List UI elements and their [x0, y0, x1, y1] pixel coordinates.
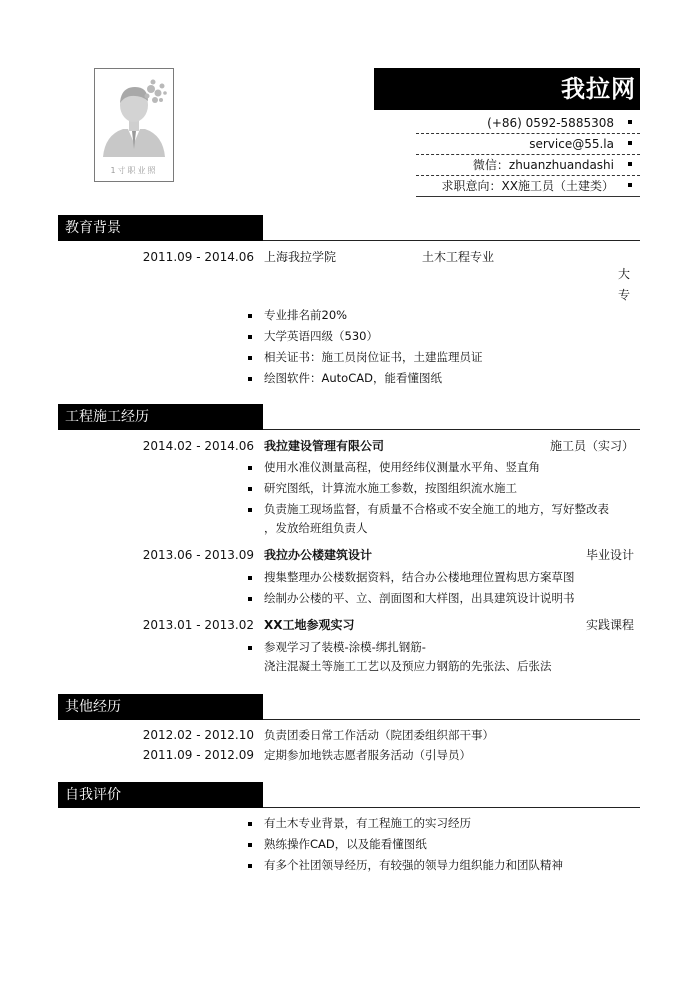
list-item-continuation: ，发放给班组负责人: [264, 521, 368, 535]
list-item: 使用水准仪测量高程，使用经纬仪测量水平角、竖直角: [264, 460, 540, 474]
square-bullet-icon: [248, 508, 252, 512]
section-divider: [263, 240, 640, 241]
experience-role: 实践课程: [585, 618, 634, 632]
list-item: 绘图软件：AutoCAD，能看懂图纸: [264, 371, 442, 385]
education-school: 上海我拉学院: [264, 250, 337, 264]
education-date: 2011.09 - 2014.06: [142, 250, 254, 264]
experience-date: 2014.02 - 2014.06: [142, 439, 254, 453]
square-bullet-icon: [248, 576, 252, 580]
experience-date: 2013.06 - 2013.09: [142, 548, 254, 562]
other-date: 2012.02 - 2012.10: [142, 728, 254, 742]
list-item: 负责施工现场监督，有质量不合格或不安全施工的地方，写好整改表: [264, 502, 609, 516]
section-title: 其他经历: [65, 699, 121, 715]
contact-wechat: [416, 155, 640, 176]
square-bullet-icon: [248, 864, 252, 868]
other-item: 定期参加地铁志愿者服务活动（引导员）: [264, 748, 471, 762]
square-bullet-icon: [628, 162, 632, 166]
other-item: 负责团委日常工作活动（院团委组织部干事）: [264, 728, 494, 742]
experience-role: 毕业设计: [585, 548, 634, 562]
section-divider: [263, 807, 640, 808]
square-bullet-icon: [248, 377, 252, 381]
profile-photo: [94, 68, 174, 182]
section-header-other: [58, 694, 263, 720]
experience-org: 我拉办公楼建筑设计: [264, 548, 373, 562]
experience-role: 施工员（实习）: [549, 439, 634, 453]
phone-text: (+86) 0592-5885308: [487, 116, 614, 130]
objective-text: 求职意向：XX施工员（土建类）: [441, 179, 614, 193]
section-header-experience: [58, 404, 263, 430]
list-item: 参观学习了装模-涂模-绑扎钢筋-: [264, 640, 426, 654]
list-item-continuation: 浇注混凝土等施工工艺以及预应力钢筋的先张法、后张法: [264, 659, 552, 673]
email-text: service@55.la: [529, 137, 614, 151]
square-bullet-icon: [248, 487, 252, 491]
list-item: 搜集整理办公楼数据资料，结合办公楼地理位置构思方案草图: [264, 570, 575, 584]
experience-org: XX工地参观实习: [264, 618, 355, 632]
experience-org: 我拉建设管理有限公司: [264, 439, 385, 453]
list-item: 绘制办公楼的平、立、剖面图和大样图，出具建筑设计说明书: [264, 591, 575, 605]
list-item: 研究图纸，计算流水施工参数，按图组织流水施工: [264, 481, 517, 495]
list-item: 相关证书：施工员岗位证书，土建监理员证: [264, 350, 483, 364]
square-bullet-icon: [248, 646, 252, 650]
list-item: 大学英语四级（530）: [264, 329, 378, 343]
square-bullet-icon: [628, 141, 632, 145]
list-item: 熟练操作CAD，以及能看懂图纸: [264, 837, 427, 851]
contact-phone: [416, 113, 640, 134]
education-degree-1: 大: [617, 267, 630, 281]
square-bullet-icon: [248, 335, 252, 339]
contact-email: [416, 134, 640, 155]
section-title: 工程施工经历: [65, 409, 149, 425]
section-header-self: [58, 782, 263, 808]
name-banner: [374, 68, 640, 110]
section-divider: [263, 429, 640, 430]
square-bullet-icon: [248, 843, 252, 847]
experience-date: 2013.01 - 2013.02: [142, 618, 254, 632]
square-bullet-icon: [248, 822, 252, 826]
section-title: 教育背景: [65, 220, 121, 236]
square-bullet-icon: [248, 314, 252, 318]
square-bullet-icon: [248, 597, 252, 601]
section-title: 自我评价: [65, 787, 121, 803]
square-bullet-icon: [628, 183, 632, 187]
list-item: 专业排名前20%: [264, 308, 348, 322]
education-major: 土木工程专业: [422, 250, 495, 264]
list-item: 有土木专业背景，有工程施工的实习经历: [264, 816, 471, 830]
applicant-name: 我拉网: [561, 75, 636, 103]
section-header-education: [58, 215, 263, 241]
other-date: 2011.09 - 2012.09: [142, 748, 254, 762]
section-divider: [263, 719, 640, 720]
square-bullet-icon: [628, 120, 632, 124]
contact-objective: [416, 176, 640, 197]
education-degree-2: 专: [617, 288, 630, 302]
square-bullet-icon: [248, 466, 252, 470]
wechat-text: 微信：zhuanzhuandashi: [472, 158, 614, 172]
photo-caption: 1寸职业照: [110, 166, 158, 175]
list-item: 有多个社团领导经历，有较强的领导力组织能力和团队精神: [264, 858, 563, 872]
square-bullet-icon: [248, 356, 252, 360]
